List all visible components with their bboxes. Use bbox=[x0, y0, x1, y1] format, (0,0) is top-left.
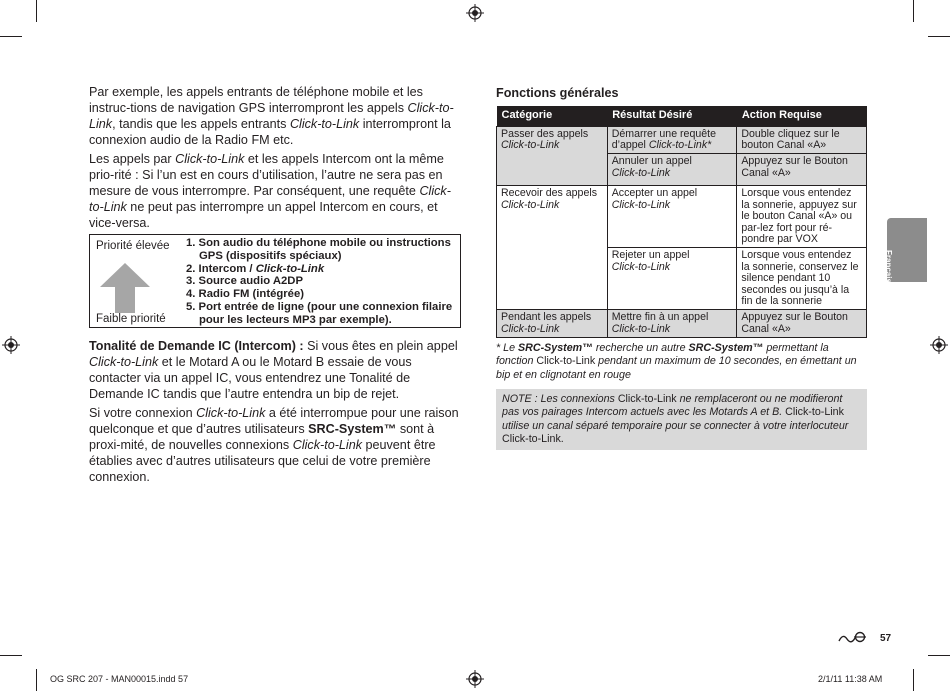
registration-mark-icon bbox=[930, 336, 948, 354]
list-item: 5. Port entrée de ligne (pour une connexion filaire pour les lecteurs MP3 par exemple). bbox=[186, 300, 453, 326]
category-cell: Pendant les appels Click-to-Link bbox=[497, 310, 608, 338]
right-column bbox=[496, 86, 867, 450]
category-cell: Recevoir des appels Click-to-Link bbox=[497, 186, 608, 310]
section-title: Fonctions générales bbox=[496, 86, 619, 100]
crop-mark bbox=[36, 669, 37, 691]
action-cell: Double cliquez sur le bouton Canal «A» bbox=[737, 126, 867, 154]
crop-mark bbox=[928, 36, 950, 37]
result-cell: Mettre fin à un appel Click-to-Link bbox=[607, 310, 737, 338]
column-header: Résultat Désiré bbox=[607, 106, 737, 126]
crop-mark bbox=[0, 36, 22, 37]
result-cell: Annuler un appel Click-to-Link bbox=[607, 154, 737, 186]
crop-mark bbox=[0, 655, 22, 656]
slug-timestamp: 2/1/11 11:38 AM bbox=[818, 674, 883, 684]
crop-mark bbox=[36, 0, 37, 22]
table-row bbox=[497, 310, 867, 338]
action-cell: Lorsque vous entendez la sonnerie, conservez le silence pendant 10 secondes ou jusqu’à la fin de la sonnerie bbox=[737, 248, 867, 310]
action-cell: Appuyez sur le Bouton Canal «A» bbox=[737, 310, 867, 338]
language-tab: Français bbox=[887, 218, 927, 282]
crop-mark bbox=[928, 655, 950, 656]
registration-mark-icon bbox=[466, 670, 484, 688]
column-header: Catégorie bbox=[497, 106, 608, 126]
result-cell: Accepter un appel Click-to-Link bbox=[607, 186, 737, 248]
left-column bbox=[89, 84, 463, 488]
table-header-row bbox=[497, 106, 867, 126]
list-item: 1. Son audio du téléphone mobile ou instructions GPS (dispositifs spéciaux) bbox=[186, 237, 451, 262]
paragraph-intercom-priority: Les appels par Click-to-Link et les appels Intercom ont la même prio-rité : Si l’un est en cours d’utilisation, l’autre ne sera pas en mesure de vous interrompre. Par conséquent, une requête Click-to-Link ne peut pas interrompre un appel Intercom en cours, et vice-versa. bbox=[89, 152, 451, 230]
table-row bbox=[497, 186, 867, 248]
result-cell: Démarrer une requête d’appel Click-to-Link* bbox=[607, 126, 737, 154]
page-number: 57 bbox=[880, 633, 892, 644]
priority-low-label: Faible priorité bbox=[96, 313, 166, 325]
list-item: 4. Radio FM (intégrée) bbox=[186, 288, 304, 301]
crop-mark bbox=[913, 0, 914, 22]
paragraph-ic-request-tone: Tonalité de Demande IC (Intercom) : Si vous êtes en plein appel Click-to-Link et le Motard A ou le Motard B essaie de vous contacter via un appel IC, vous entendrez une Tonalité de Demande IC tandis que l’autre entendra un bip de rejet. bbox=[89, 339, 458, 401]
list-item: 3. Source audio A2DP bbox=[186, 275, 303, 288]
priority-high-label: Priorité élevée bbox=[96, 240, 170, 252]
category-cell: Passer des appels Click-to-Link bbox=[497, 126, 608, 186]
crop-mark bbox=[913, 669, 914, 691]
registration-mark-icon bbox=[466, 4, 484, 22]
sena-logo-icon bbox=[837, 629, 867, 645]
registration-mark-icon bbox=[2, 336, 20, 354]
paragraph-priority-intro: Par exemple, les appels entrants de téléphone mobile et les instruc-tions de navigation GPS interrompront les appels Click-to-Link, tandis que les appels entrants Click-to-Link interrompront la connexion audio de la Radio FM etc. bbox=[89, 85, 454, 147]
action-cell: Lorsque vous entendez la sonnerie, appuyez sur le bouton Canal «A» ou par-lez fort pour ré-pondre par VOX bbox=[737, 186, 867, 248]
list-item: 2. Intercom / Click-to-Link bbox=[186, 262, 325, 275]
paragraph-reconnect: Si votre connexion Click-to-Link a été interrompue pour une raison quelconque et que d’autres utilisateurs SRC-System™ sont à proxi-mité, de nouvelles connexions Click-to-Link peuvent être établies avec d’autres utilisateurs que celui de votre première connexion. bbox=[89, 406, 459, 484]
result-cell: Rejeter un appel Click-to-Link bbox=[607, 248, 737, 310]
column-header: Action Requise bbox=[737, 106, 867, 126]
footnote: * Le SRC-System™ recherche un autre SRC-System™ permettant la fonction Click-to-Link pendant un maximum de 10 secondes, en émettant un bip et en clignotant en rouge bbox=[496, 342, 857, 381]
slug-filename: OG SRC 207 - MAN00015.indd 57 bbox=[50, 674, 189, 684]
up-arrow-icon bbox=[100, 263, 150, 313]
functions-table bbox=[496, 106, 867, 338]
priority-list bbox=[186, 237, 452, 327]
note-box: NOTE : Les connexions Click-to-Link ne remplaceront ou ne modifieront pas vos pairages Intercom actuels avec les Motards A et B. Click-to-Link utilise un canal séparé temporaire pour se connecter à votre interlocuteur Click-to-Link. bbox=[496, 389, 867, 451]
priority-box bbox=[89, 234, 461, 328]
action-cell: Appuyez sur le Bouton Canal «A» bbox=[737, 154, 867, 186]
table-row bbox=[497, 126, 867, 154]
